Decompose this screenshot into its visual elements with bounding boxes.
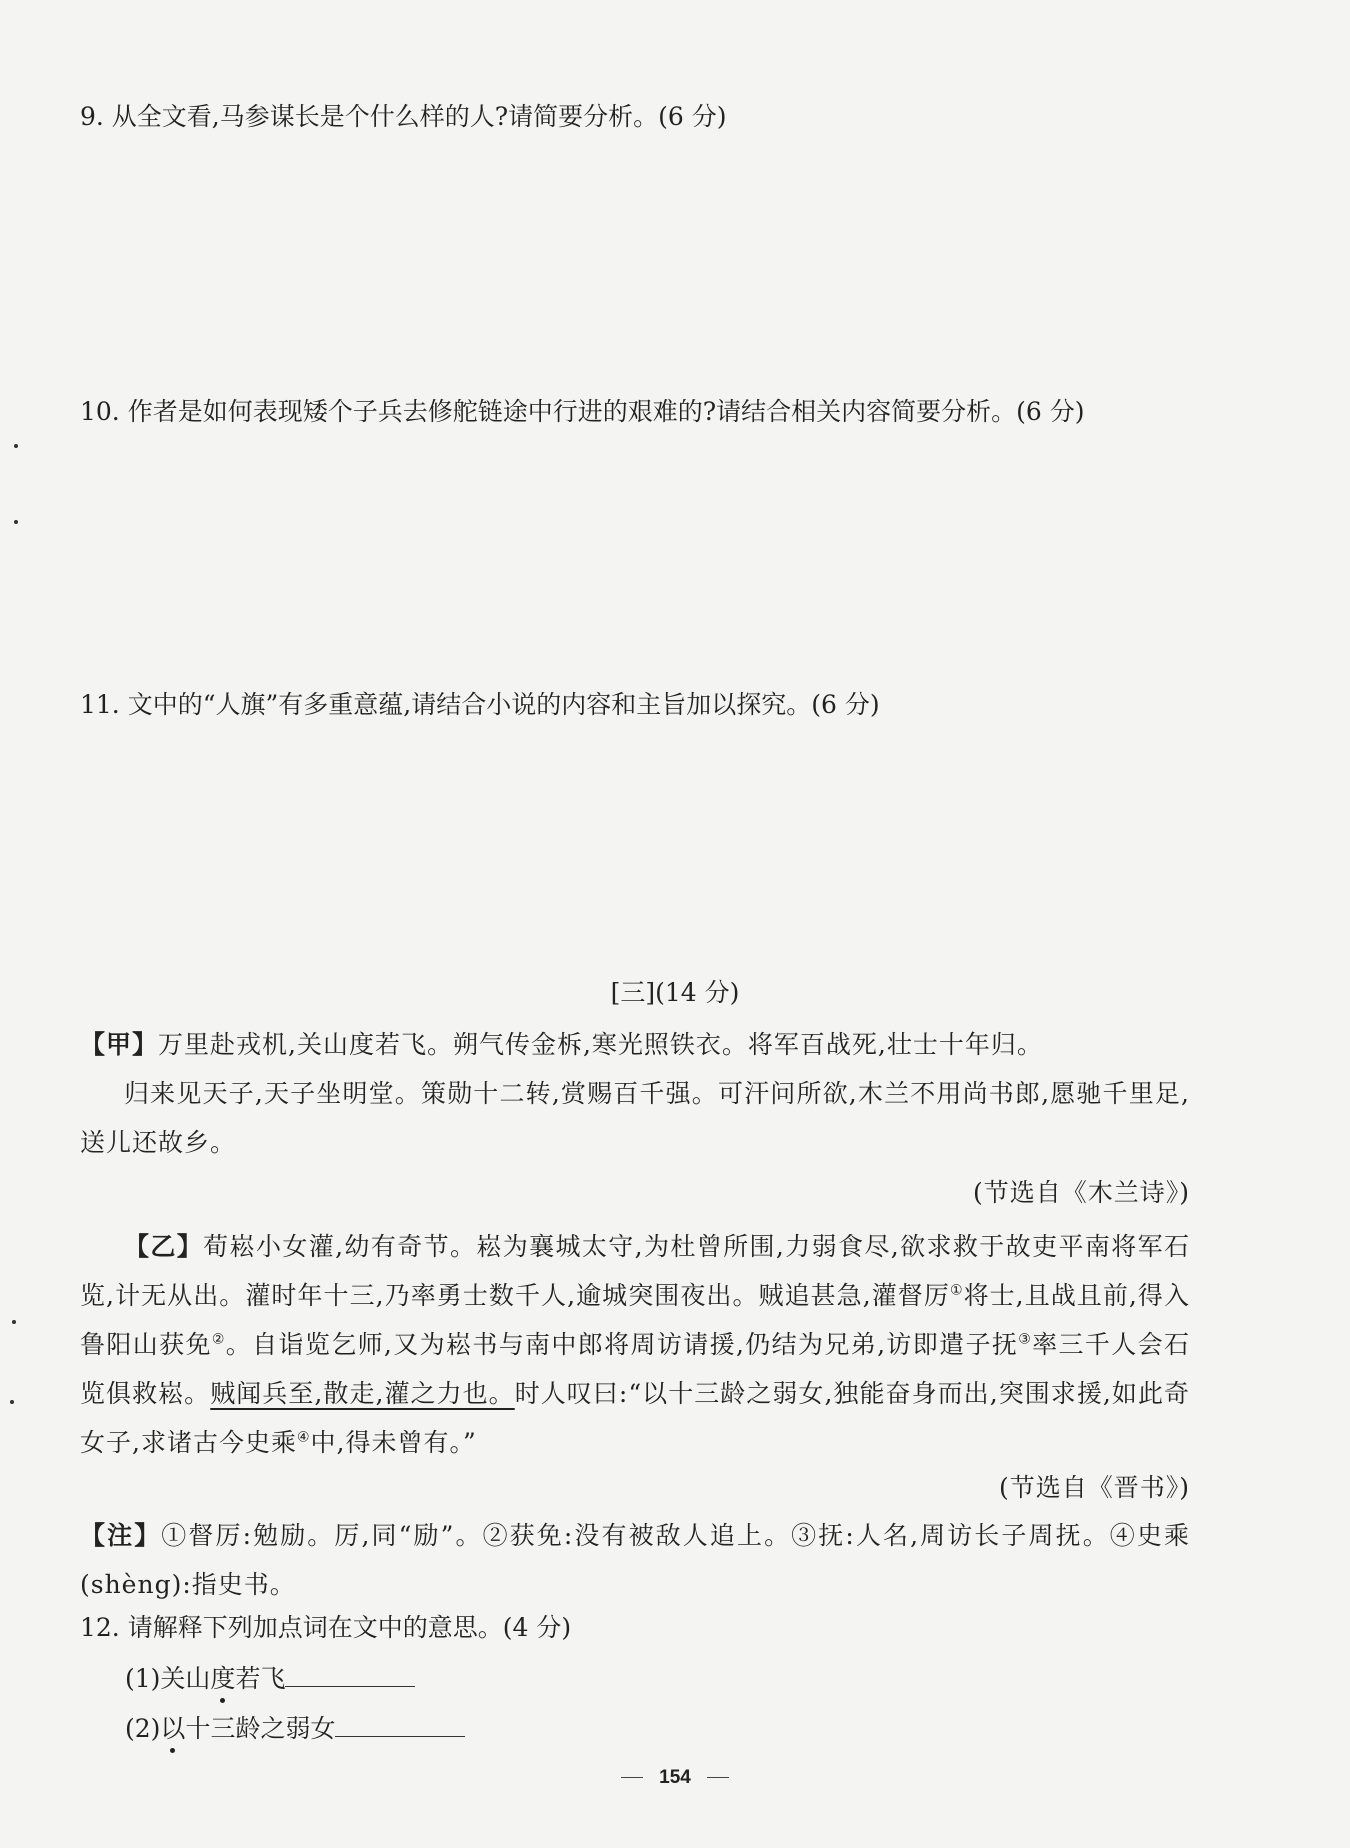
q12-item-2-dotted-word: 以 [160,1714,186,1743]
q12-item-1-suffix: 若飞 [235,1664,286,1693]
page-number-value: 154 [659,1767,691,1788]
footnote-ref-1: ① [949,1282,964,1299]
page-number-dash-right [707,1777,729,1778]
question-10: 10. 作者是如何表现矮个子兵去修舵链途中行进的艰难的?请结合相关内容简要分析。(6 分) [80,397,1085,426]
passage-a-label: 【甲】 [80,1030,159,1059]
question-11: 11. 文中的“人旗”有多重意蕴,请结合小说的内容和主旨加以探究。(6 分) [80,690,880,719]
passage-b [80,1222,1190,1467]
passage-b-text1: 荀崧小女灌,幼有奇节。崧为襄城太守,为杜曾所围,力弱食尽,欲求救于故吏平南将军石览,计无从出。灌时年十三,乃率勇士数千人,逾城突围夜出。贼追甚急,灌督厉 [80,1232,1190,1310]
passage-b-text6: 中,得未曾有。” [310,1428,477,1457]
footnote-ref-2: ② [211,1331,226,1348]
q12-item-2-prefix: (2) [125,1714,161,1743]
scan-speck [14,444,18,448]
question-12: 12. 请解释下列加点词在文中的意思。(4 分) [80,1613,572,1642]
underlined-sentence: 贼闻兵至,散走,灌之力也。 [210,1379,515,1408]
passage-a-para2: 归来见天子,天子坐明堂。策勋十二转,赏赐百千强。可汗问所欲,木兰不用尚书郎,愿驰千里足,送儿还故乡。 [80,1079,1190,1157]
q12-item-1-prefix: (1)关山 [125,1664,211,1693]
q12-item-2 [125,1713,465,1745]
notes-text: ①督厉:勉励。厉,同“励”。②获免:没有被敌人追上。③抚:人名,周访长子周抚。④史乘(shèng):指史书。 [80,1521,1190,1599]
passage-a-source: (节选自《木兰诗》) [972,1178,1190,1207]
q12-item-1 [125,1663,415,1695]
passage-b-text4: 率三千人会石览俱救崧。 [80,1330,1190,1408]
q12-item-1-dotted-word: 度 [210,1664,236,1693]
passage-b-source: (节选自《晋书》) [998,1473,1190,1502]
scan-speck [12,1320,16,1324]
question-9: 9. 从全文看,马参谋长是个什么样的人?请简要分析。(6 分) [80,102,727,131]
section-title: [三](14 分) [610,978,740,1007]
passage-b-text2: 将士,且战且前,得入鲁阳山获免 [80,1281,1190,1359]
notes [80,1511,1190,1609]
passage-b-text5: 时人叹曰:“以十三龄之弱女,独能奋身而出,突围求援,如此奇女子,求诸古今史乘 [80,1379,1190,1457]
answer-blank-1[interactable] [285,1664,415,1687]
passage-a-first-line [80,1020,1190,1069]
scan-speck [10,1400,14,1404]
footnote-ref-4: ④ [296,1429,311,1446]
scan-speck [14,520,18,524]
passage-b-text3: 。自诣览乞师,又为崧书与南中郎将周访请援,仍结为兄弟,访即遣子抚 [225,1330,1019,1359]
answer-blank-2[interactable] [335,1714,465,1737]
notes-label: 【注】 [80,1521,162,1550]
footnote-ref-3: ③ [1018,1331,1033,1348]
q12-item-2-suffix: 十三龄之弱女 [185,1714,336,1743]
page-number [0,1765,1350,1791]
page-number-dash-left [621,1777,643,1778]
passage-a-line1: 万里赴戎机,关山度若飞。朔气传金柝,寒光照铁衣。将军百战死,壮士十年归。 [158,1030,1043,1059]
passage-b-label: 【乙】 [124,1232,204,1261]
